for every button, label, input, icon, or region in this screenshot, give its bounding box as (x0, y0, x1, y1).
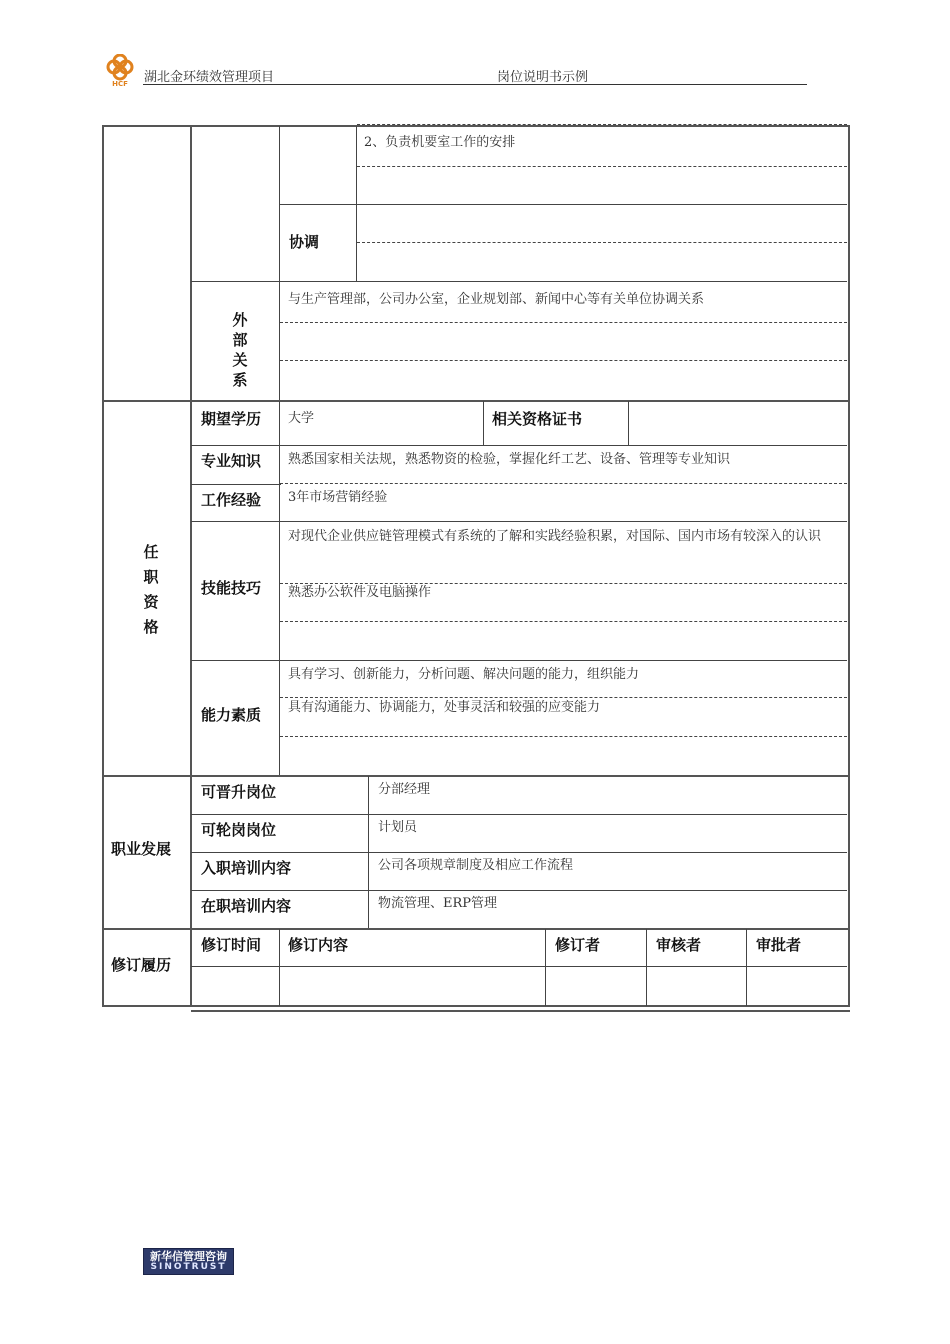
divider (357, 124, 847, 125)
divider (280, 483, 847, 484)
ability-label: 能力素质 (201, 706, 262, 724)
education-label: 期望学历 (201, 410, 262, 428)
divider (279, 929, 280, 1006)
external-relations-text: 与生产管理部，公司办公室，企业规划部、新闻中心等有关单位协调关系 (288, 292, 705, 307)
divider (280, 204, 847, 205)
divider (280, 322, 847, 323)
divider (483, 401, 484, 445)
internal-duty-item-2: 2、负责机要室工作的安排 (364, 135, 516, 150)
divider (191, 814, 847, 815)
revision-col-date: 修订时间 (201, 936, 262, 954)
rotate-value: 计划员 (378, 820, 418, 835)
revision-col-content: 修订内容 (288, 936, 349, 954)
divider (280, 621, 847, 622)
divider (280, 736, 847, 737)
divider (191, 281, 847, 282)
footer-brand-en: SINOTRUST (150, 1262, 227, 1272)
knowledge-value: 熟悉国家相关法规，熟悉物资的检验，掌握化纤工艺、设备、管理等专业知识 (288, 452, 731, 467)
certificate-label: 相关资格证书 (492, 410, 583, 428)
onboard-training-label: 入职培训内容 (201, 859, 292, 877)
inservice-training-value: 物流管理、ERP管理 (378, 896, 498, 911)
divider (191, 966, 847, 967)
revision-col-reviewer: 审核者 (656, 936, 702, 954)
divider (357, 242, 847, 243)
divider (191, 890, 847, 891)
divider (190, 126, 192, 1006)
divider (280, 360, 847, 361)
header-project-name: 湖北金环绩效管理项目 (144, 70, 275, 85)
divider (191, 521, 847, 522)
skills-label: 技能技巧 (201, 579, 262, 597)
divider (103, 928, 848, 930)
revision-section-label: 修订履历 (111, 956, 172, 974)
header-rule (143, 84, 807, 85)
experience-label: 工作经验 (201, 491, 262, 509)
promote-value: 分部经理 (378, 782, 431, 797)
ability-item-2: 具有沟通能力、协调能力，处事灵活和较强的应变能力 (288, 700, 601, 715)
company-logo (100, 54, 140, 90)
divider (279, 401, 280, 775)
external-relations-label-text: 外部关系 (232, 311, 248, 389)
divider (103, 775, 848, 777)
footer-brand-logo (143, 1248, 234, 1275)
divider (103, 400, 848, 402)
rotate-label: 可轮岗岗位 (201, 821, 277, 839)
footer-brand-cn: 新华信管理咨询 (150, 1250, 227, 1263)
revision-col-approver: 审批者 (756, 936, 802, 954)
divider (191, 852, 847, 853)
divider (191, 445, 847, 446)
career-section-label: 职业发展 (111, 840, 172, 858)
divider (545, 929, 546, 1006)
divider (191, 660, 847, 661)
divider (357, 166, 847, 167)
header-doc-title: 岗位说明书示例 (497, 70, 589, 85)
knowledge-label: 专业知识 (201, 452, 262, 470)
logo-text: HCF (112, 80, 128, 88)
inservice-training-label: 在职培训内容 (201, 897, 292, 915)
ability-item-1: 具有学习、创新能力，分析问题、解决问题的能力，组织能力 (288, 667, 640, 682)
divider (746, 929, 747, 1006)
divider (191, 1010, 850, 1012)
education-value: 大学 (288, 411, 315, 426)
promote-label: 可晋升岗位 (201, 783, 277, 801)
experience-value: 3年市场营销经验 (288, 490, 388, 505)
coordinate-label: 协调 (289, 233, 320, 251)
qualifications-section-label-text: 任职资格 (143, 543, 159, 636)
divider (191, 484, 281, 485)
divider (279, 126, 280, 400)
external-relations-label (230, 310, 250, 390)
divider (628, 401, 629, 445)
revision-col-reviser: 修订者 (555, 936, 601, 954)
skills-item-2: 熟悉办公软件及电脑操作 (288, 585, 432, 600)
skills-item-1: 对现代企业供应链管理模式有系统的了解和实践经验积累，对国际、国内市场有较深入的认识 (288, 529, 822, 544)
onboard-training-value: 公司各项规章制度及相应工作流程 (378, 858, 574, 873)
qualifications-section-label (141, 540, 161, 640)
divider (646, 929, 647, 1006)
